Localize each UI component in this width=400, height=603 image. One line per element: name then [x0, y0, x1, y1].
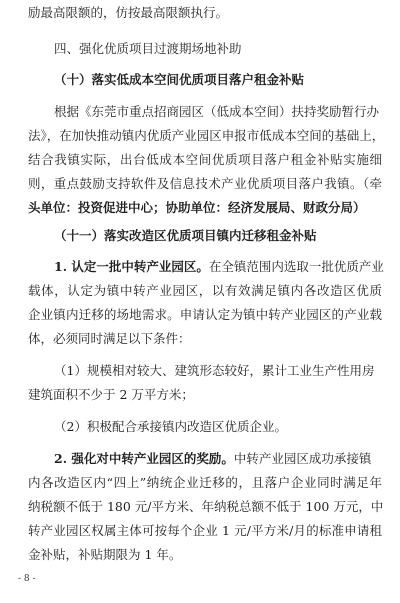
text-line: 载体，认定为镇中转产业园区，以有效满足镇内各改造区优质	[28, 283, 382, 298]
text-line: 励最高限额的，仿按最高限额执行。	[28, 5, 229, 20]
text-line: 企业镇内迁移的场地需求。申请认定为镇中转产业园区的产业载	[28, 307, 382, 322]
text-line: 建筑面积不少于 2 万平方米；	[28, 387, 194, 402]
text-line: （十）落实低成本空间优质项目落户租金补贴	[54, 72, 305, 87]
bold-lead-in: 2. 强化对中转产业园区的奖励。	[54, 451, 234, 466]
text-line: 金补贴，补贴期限为 1 年。	[28, 547, 182, 562]
text-line: （2）积极配合承接镇内改造区优质企业。	[54, 419, 287, 434]
text-line: 法》，在加快推动镇内优质产业园区申报市低成本空间的基础上，	[28, 128, 385, 143]
text-line: （1）规模相对较大、建筑形态较好，累计工业生产性用房	[54, 363, 375, 378]
text-line: 根据《东莞市重点招商园区（低成本空间）扶持奖励暂行办	[54, 104, 380, 119]
text-line: 头单位：投资促进中心；协助单位：经济发展局、财政分局）	[28, 200, 366, 215]
bold-lead-in: 1. 认定一批中转产业园区。	[54, 259, 209, 274]
text-line: 转产业园区权属主体可按每个企业 1 元/平方米/月的标准申请租	[28, 523, 382, 538]
line-text: 中转产业园区成功承接镇	[233, 451, 372, 466]
text-line	[54, 450, 371, 468]
text-line: 内各改造区内“四上”纳统企业迁移的，且落户企业同时满足年	[28, 475, 382, 490]
text-line: 体，必须同时满足以下条件：	[28, 331, 191, 346]
page-number: - 8 -	[18, 574, 36, 584]
text-line: 结合我镇实际，出台低成本空间优质项目落户租金补贴实施细	[28, 152, 382, 167]
text-line: 纳税额不低于 180 元/平方米、年纳税总额不低于 100 万元，中	[28, 499, 384, 514]
text-line: （十一）落实改造区优质项目镇内迁移租金补贴	[54, 228, 317, 243]
text-line: 则，重点鼓励支持软件及信息技术产业优质项目落户我镇。（牵	[28, 176, 382, 191]
text-line: 四、强化优质项目过渡期场地补助	[54, 41, 242, 56]
line-text: 在全镇范围内选取一批优质产业	[208, 259, 384, 274]
text-line	[54, 258, 384, 276]
